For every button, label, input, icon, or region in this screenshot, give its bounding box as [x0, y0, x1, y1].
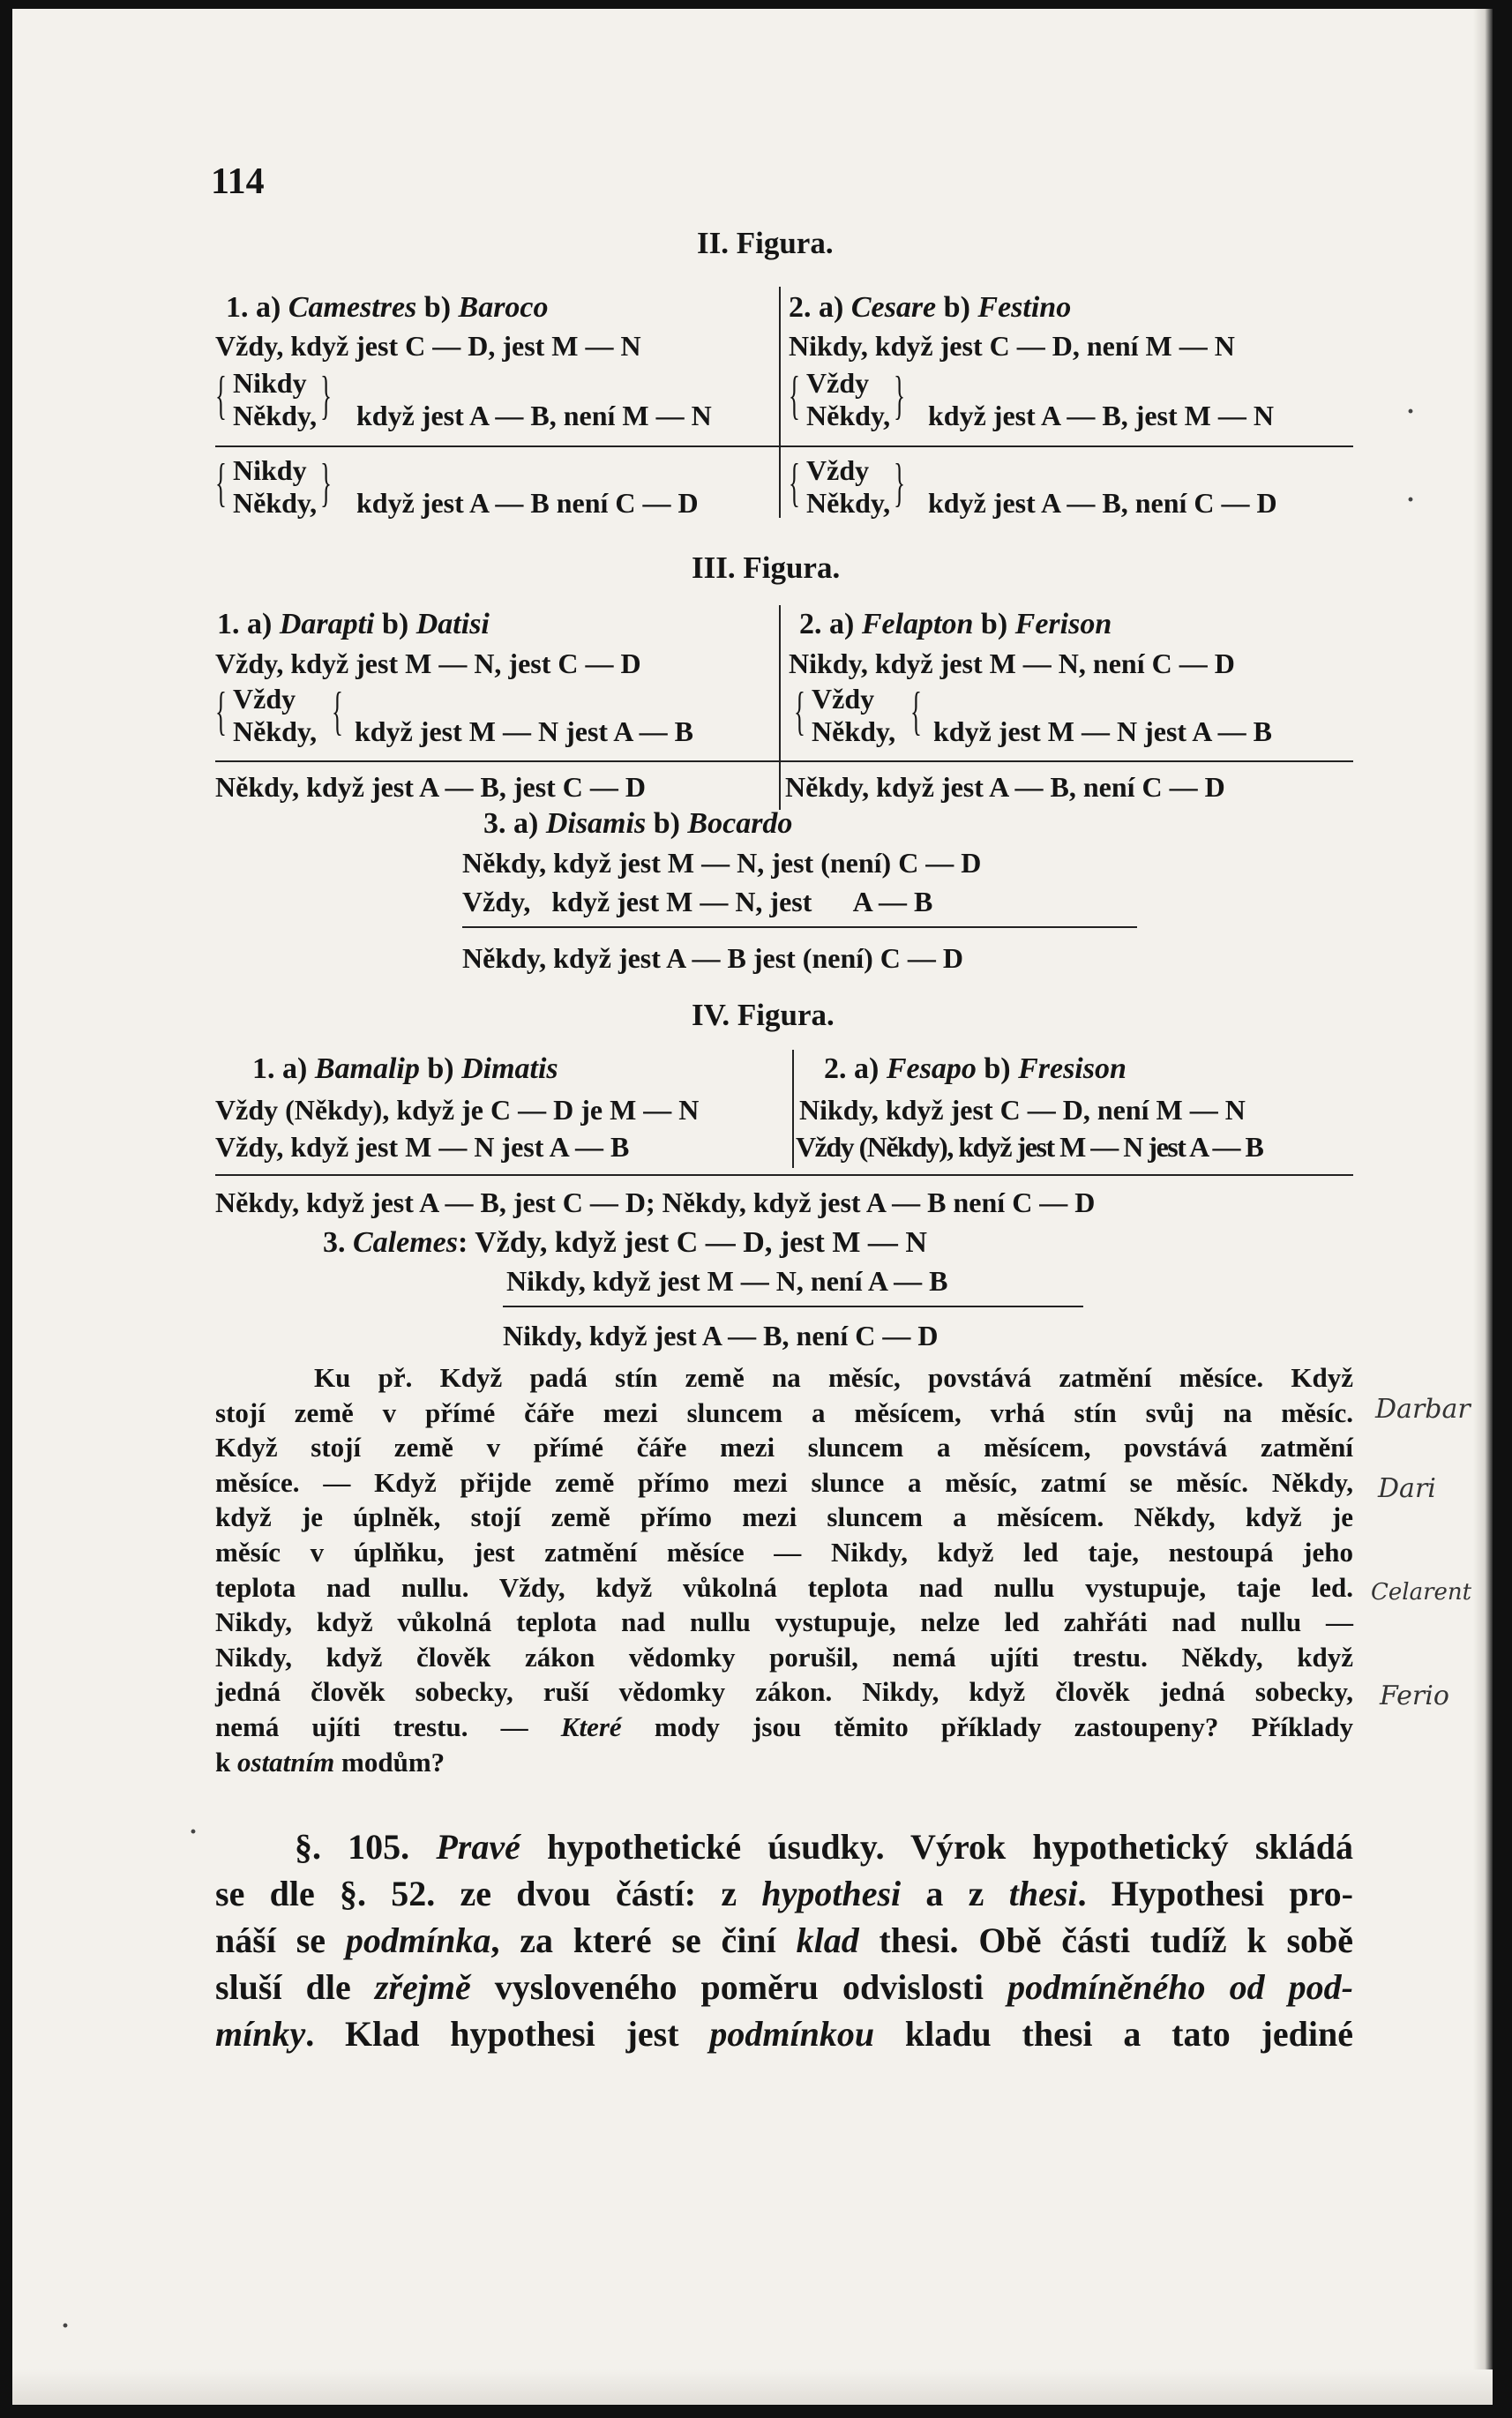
fig3-left-line1: Vždy, když jest M — N, jest C — D — [215, 648, 641, 679]
section-line: mínky. Klad hypothesi jest podmínkou kladu thesi a tato jediné — [215, 2014, 1353, 2054]
fig4-left-heading: 1. a) Bamalip b) Dimatis — [252, 1052, 558, 1085]
fig4-third-line2: Nikdy, když jest M — N, není A — B — [506, 1265, 948, 1297]
fig4-left-line1: Vždy (Někdy), když je C — D je M — N — [215, 1094, 700, 1126]
section-line: náší se podmínka, za které se činí klad thesi. Obě části tudíž k sobě — [215, 1920, 1354, 1960]
fig2-right-heading: 2. a) Cesare b) Festino — [789, 291, 1072, 324]
fig3-conclusion-rule — [215, 760, 1353, 762]
text-line: nemá ujíti trestu. — Které mody jsou těmito příklady zastoupeny? Příklady — [215, 1711, 1353, 1742]
fig4-column-divider — [792, 1050, 794, 1168]
section-line: §. 105. Pravé hypothetické úsudky. Výrok hypothetický skládá — [295, 1827, 1354, 1867]
fig4-conclusion: Někdy, když jest A — B, jest C — D; Někdy, když jest A — B není C — D — [215, 1187, 1096, 1218]
fig2-left-line1: Vždy, když jest C — D, jest M — N — [215, 330, 641, 362]
text-line: měsíc v úplňku, jest zatmění měsíce — Nikdy, když led taje, nestoupá jeho — [215, 1536, 1353, 1568]
page-number: 114 — [211, 161, 265, 202]
fig4-left-line2: Vždy, když jest M — N jest A — B — [215, 1131, 630, 1163]
figure-2-title: II. Figura. — [697, 226, 834, 260]
margin-note: Celarent — [1371, 1579, 1472, 1606]
text-line: když je úplněk, stojí země přímo mezi sluncem a měsícem. Někdy, když je — [215, 1501, 1353, 1533]
fig4-third-rule — [503, 1306, 1083, 1307]
text-line: teplota nad nullu. Vždy, když vůkolná teplota nad nullu vystupuje, taje led. — [215, 1571, 1353, 1603]
page-edge-shadow — [1473, 9, 1493, 2405]
fig3-right-heading: 2. a) Felapton b) Ferison — [799, 608, 1112, 640]
fig4-right-line1: Nikdy, když jest C — D, není M — N — [799, 1094, 1246, 1126]
page-bottom-edge — [12, 2369, 1493, 2405]
text-line: k ostatním modům? — [215, 1746, 445, 1778]
fig3-left-conclusion: Někdy, když jest A — B, jest C — D — [215, 771, 647, 803]
book-page: 114 II. Figura. 1. a) Camestres b) Baroco 2. a) Cesare b) Festino Vždy, když jest C — D, jest M — N Nikdy, když jest C — D, není M — N { Nikdy Někdy, { když jest A — B, není M — N { Vždy Někdy, { když jest A — B, jest M — N { Nikdy Někdy, { když jest A — B není C — D { Vždy Někdy, { když jest A — B, není C — D III. Figura. 1. a) Darapti b) Datisi 2. a) Felapton b) Ferison Vždy, když jest M — N, jest C — D Nikdy, když jest M — N, není C — D { Vždy Někdy, { když jest M — N jest A — B { Vždy Někdy, { když jest M — N jest A — B Někdy, když jest A — B, jest C — D Někdy, když jest A — B, není C — D 3. a) Disamis b) Bocardo Někdy, když jest M — N, jest (není) C — D Vždy, když jest M — N, jest A — B Někdy, když jest A — B jest (není) C — D IV. Figura. 1. a) Bamalip b) Dimatis 2. a) Fesapo b) Fresison Vždy (Někdy), když je C — D je M — N Nikdy, když jest C — D, není M — N Vždy, když jest M — N jest A — B Vždy (Někdy), když jest M — N jest A — B Někdy, když jest A — B, jest C — D; Někdy, když jest A — B není C — D 3. Calemes: Vždy, když jest C — D, jest M — N Nikdy, když jest M — N, není A — B Nikdy, když jest A — B, není C — D Ku př. Když padá stín země na měsíc, povstává zatmění měsíce. Když stojí země v přímé čáře mezi sluncem a měsícem, vrhá stín svůj na měsíc. Když stojí země v přímé čáře mezi sluncem a měsícem, povstává zatmění měsíce. — Když přijde země přímo mezi slunce a měsíc, zatmí se měsíc. Někdy, když je úplněk, stojí země přímo mezi sluncem a měsícem. Někdy, když je měsíc v úplňku, jest zatmění měsíce — Nikdy, když led taje, nestoupá jeho teplota nad nullu. Vždy, když vůkolná teplota nad nullu vystupuje, taje led. Nikdy, když vůkolná teplota nad nullu vystupuje, nelze led zahřáti nad nullu — Nikdy, když člověk zákon vědomky porušil, nemá ujíti trestu. Někdy, když jedná člověk sobecky, ruší vědomky zákon. Nikdy, když člověk jedná sobecky, nemá ujíti trestu. — Které mody jsou těmito příklady zastoupeny? Příklady k ostatním modům? §. 105. Pravé hypothetické úsudky. Výrok hypothetický skládá se dle §. 52. ze dvou částí: z hypothesi a z thesi. Hypothesi pro- náší se podmínka, za které se činí klad thesi. Obě části tudíž k sobě sluší dle zřejmě vysloveného poměru odvislosti podmíněného od pod- mínky. Klad hypothesi jest podmínkou kladu thesi a tato jediné Darbar Dari Celarent Ferio · · · · — [12, 9, 1493, 2405]
fig4-third-conclusion: Nikdy, když jest A — B, není C — D — [503, 1320, 939, 1351]
margin-note: Ferio — [1380, 1681, 1449, 1711]
fig2-left-heading: 1. a) Camestres b) Baroco — [226, 291, 549, 324]
text-line: stojí země v přímé čáře mezi sluncem a měsícem, vrhá stín svůj na měsíc. — [215, 1396, 1353, 1428]
fig4-conclusion-rule — [215, 1174, 1353, 1176]
margin-note: Dari — [1378, 1473, 1436, 1504]
fig3-third-conclusion: Někdy, když jest A — B jest (není) C — D — [462, 942, 964, 974]
text-line: Nikdy, když člověk zákon vědomky porušil, nemá ujíti trestu. Někdy, když — [215, 1641, 1353, 1673]
example-paragraph — [215, 1360, 1353, 1779]
text-line: Když stojí země v přímé čáře mezi sluncem a měsícem, povstává zatmění — [215, 1432, 1353, 1464]
text-line: Ku př. Když padá stín země na měsíc, povstává zatmění měsíce. Když — [314, 1362, 1353, 1393]
fig2-conclusion-rule — [215, 445, 1353, 447]
fig3-third-rule — [462, 926, 1137, 928]
figure-4-title: IV. Figura. — [692, 998, 835, 1032]
fig4-third: 3. Calemes: Vždy, když jest C — D, jest M — N — [323, 1226, 927, 1259]
fig4-right-line2: Vždy (Někdy), když jest M — N jest A — B — [796, 1131, 1263, 1163]
fig3-third-line1: Někdy, když jest M — N, jest (není) C — D — [462, 847, 982, 879]
fig3-column-divider — [779, 605, 781, 810]
margin-note: Darbar — [1375, 1394, 1471, 1425]
section-line: sluší dle zřejmě vysloveného poměru odvislosti podmíněného od pod- — [215, 1967, 1353, 2007]
fig3-left-heading: 1. a) Darapti b) Datisi — [217, 608, 490, 640]
fig4-right-heading: 2. a) Fesapo b) Fresison — [824, 1052, 1127, 1085]
figure-3-title: III. Figura. — [692, 550, 841, 585]
fig2-column-divider — [779, 287, 781, 518]
speck: · — [1406, 397, 1416, 426]
text-line: měsíce. — Když přijde země přímo mezi slunce a měsíc, zatmí se měsíc. Někdy, — [215, 1466, 1353, 1498]
speck: · — [61, 2311, 71, 2340]
fig2-right-line1: Nikdy, když jest C — D, není M — N — [789, 330, 1235, 362]
fig3-third-line2: Vždy, když jest M — N, jest A — B — [462, 886, 933, 917]
speck: · — [1406, 485, 1416, 514]
text-line: jedná člověk sobecky, ruší vědomky zákon. Nikdy, když člověk jedná sobecky, — [215, 1676, 1353, 1708]
section-105-paragraph — [215, 1823, 1353, 2057]
fig3-third-heading: 3. a) Disamis b) Bocardo — [483, 807, 793, 840]
text-line: Nikdy, když vůkolná teplota nad nullu vystupuje, nelze led zahřáti nad nullu — — [215, 1606, 1353, 1638]
fig3-right-conclusion: Někdy, když jest A — B, není C — D — [785, 771, 1225, 803]
fig3-right-line1: Nikdy, když jest M — N, není C — D — [789, 648, 1235, 679]
speck: · — [189, 1817, 198, 1846]
section-line: se dle §. 52. ze dvou částí: z hypothesi a z thesi. Hypothesi pro- — [215, 1874, 1353, 1913]
